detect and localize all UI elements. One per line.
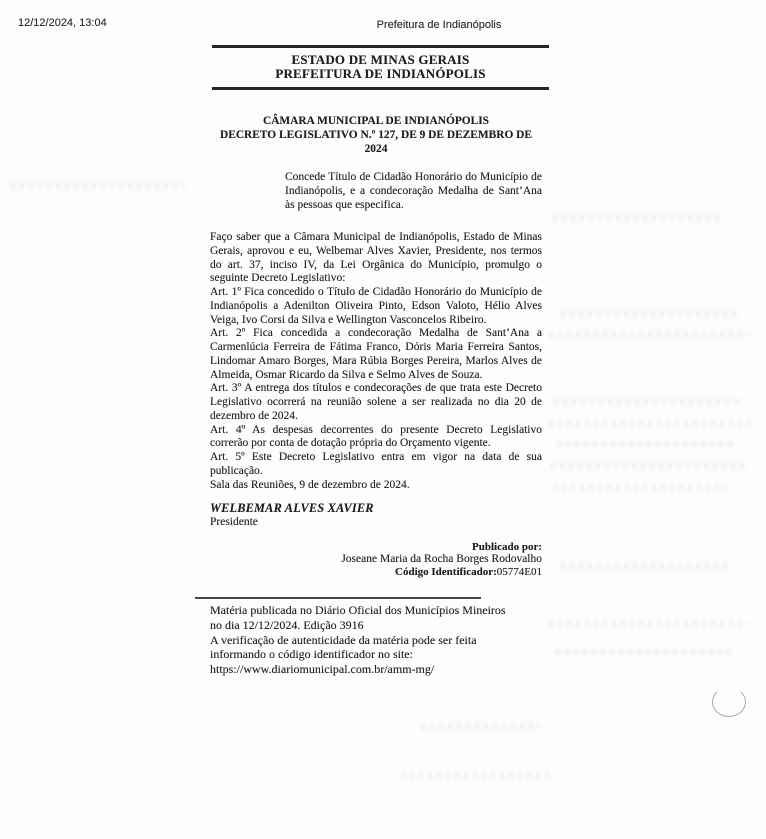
body-paragraph: Art. 4º As despesas decorrentes do presente Decreto Legislativo correrão por conta de dotação própria do Orçamento vigente. [210, 423, 542, 450]
signature-name: WELBEMAR ALVES XAVIER [210, 501, 374, 515]
separator-line [195, 597, 481, 599]
scan-bleed-artifact [560, 310, 740, 317]
identifier-code-line [210, 566, 542, 578]
chamber-name: CÂMARA MUNICIPAL DE INDIANÓPOLIS [262, 115, 490, 127]
body-paragraph: Art. 5º Este Decreto Legislativo entra em vigor na data de sua publicação. [210, 451, 542, 477]
publication-note [210, 603, 555, 677]
scan-bleed-artifact [553, 398, 743, 405]
scan-bleed-artifact [400, 772, 550, 779]
body-paragraph: Art. 2º Fica concedida a condecoração Medalha de Sant’Ana a Carmenlúcia Ferreira de Fátima Franco, Dóris Maria Ferreira Santos, Lindomar Amaro Borges, Mara Rúbia Borges Pereira, Marlos Alves de Almeida, Osmar Ricardo da Silva e Selmo Alves de Souza. [210, 327, 542, 381]
publication-note-line: Matéria publicada no Diário Oficial dos Municípios Mineiros [210, 603, 506, 617]
scan-bleed-artifact [548, 620, 748, 627]
scan-bleed-artifact [10, 182, 185, 189]
publication-note-line: no dia 12/12/2024. Edição 3916 [210, 617, 364, 632]
decree-summary: Concede Título de Cidadão Honorário do Município de Indianópolis, e a condecoração Medalha de Sant’Ana às pessoas que especifica. [285, 171, 542, 211]
document-heading [210, 114, 542, 156]
letterhead-municipality: PREFEITURA DE INDIANÓPOLIS [275, 66, 486, 81]
letterhead-box [212, 45, 549, 90]
publication-block [210, 541, 542, 578]
print-header-title: Prefeitura de Indianópolis [376, 19, 502, 31]
scan-bleed-artifact [548, 331, 748, 338]
body-paragraph: Sala das Reuniões, 9 de dezembro de 2024. [210, 478, 410, 491]
published-by-name: Joseane Maria da Rocha Borges Rodovalho [341, 553, 542, 566]
body-paragraph: Art. 3º A entrega dos títulos e condecorações de que trata este Decreto Legislativo ocorrerá na reunião solene a ser realizada no dia 20 de dezembro de 2024. [210, 382, 542, 422]
published-by-label: Publicado por: [472, 541, 542, 553]
scan-bleed-artifact [550, 462, 745, 469]
scan-bleed-artifact [552, 214, 722, 221]
body-paragraph: Faço saber que a Câmara Municipal de Indianópolis, Estado de Minas Gerais, aprovou e eu, Welbemar Alves Xavier, Presidente, nos termos do art. 37, inciso IV, da Lei Orgânica do Município, promulgo o seguinte Decreto Legislativo: [210, 231, 542, 285]
identifier-code-value: 05774E01 [496, 565, 542, 578]
letterhead-state: ESTADO DE MINAS GERAIS [291, 52, 470, 67]
decree-title: DECRETO LEGISLATIVO N.º 127, DE 9 DE DEZEMBRO DE 2024 [220, 129, 532, 155]
scan-arc-artifact [712, 687, 746, 717]
publication-note-line: A verificação de autenticidade da matéria pode ser feita [210, 632, 477, 647]
decree-body [210, 231, 542, 492]
scan-bleed-artifact [555, 648, 735, 655]
scan-bleed-artifact [548, 420, 753, 427]
publication-note-line: informando o código identificador no site: [210, 647, 413, 662]
signature-role: Presidente [210, 515, 258, 528]
body-paragraph: Art. 1º Fica concedido o Título de Cidadão Honorário do Município de Indianópolis a Adenilton Oliveira Pinto, Edson Valoto, Hélio Alves Veiga, Ivo Corsi da Silva e Wellington Vasconcelos Ribeiro. [210, 286, 542, 326]
publication-note-line: https://www.diariomunicipal.com.br/amm-mg/ [210, 662, 435, 677]
scan-bleed-artifact [556, 441, 736, 448]
identifier-code-label: Código Identificador: [395, 565, 497, 578]
scan-bleed-artifact [552, 484, 727, 491]
scan-bleed-artifact [560, 563, 730, 570]
signature-block [210, 501, 542, 529]
print-header-datetime: 12/12/2024, 13:04 [18, 17, 107, 29]
scan-bleed-artifact [420, 723, 540, 730]
